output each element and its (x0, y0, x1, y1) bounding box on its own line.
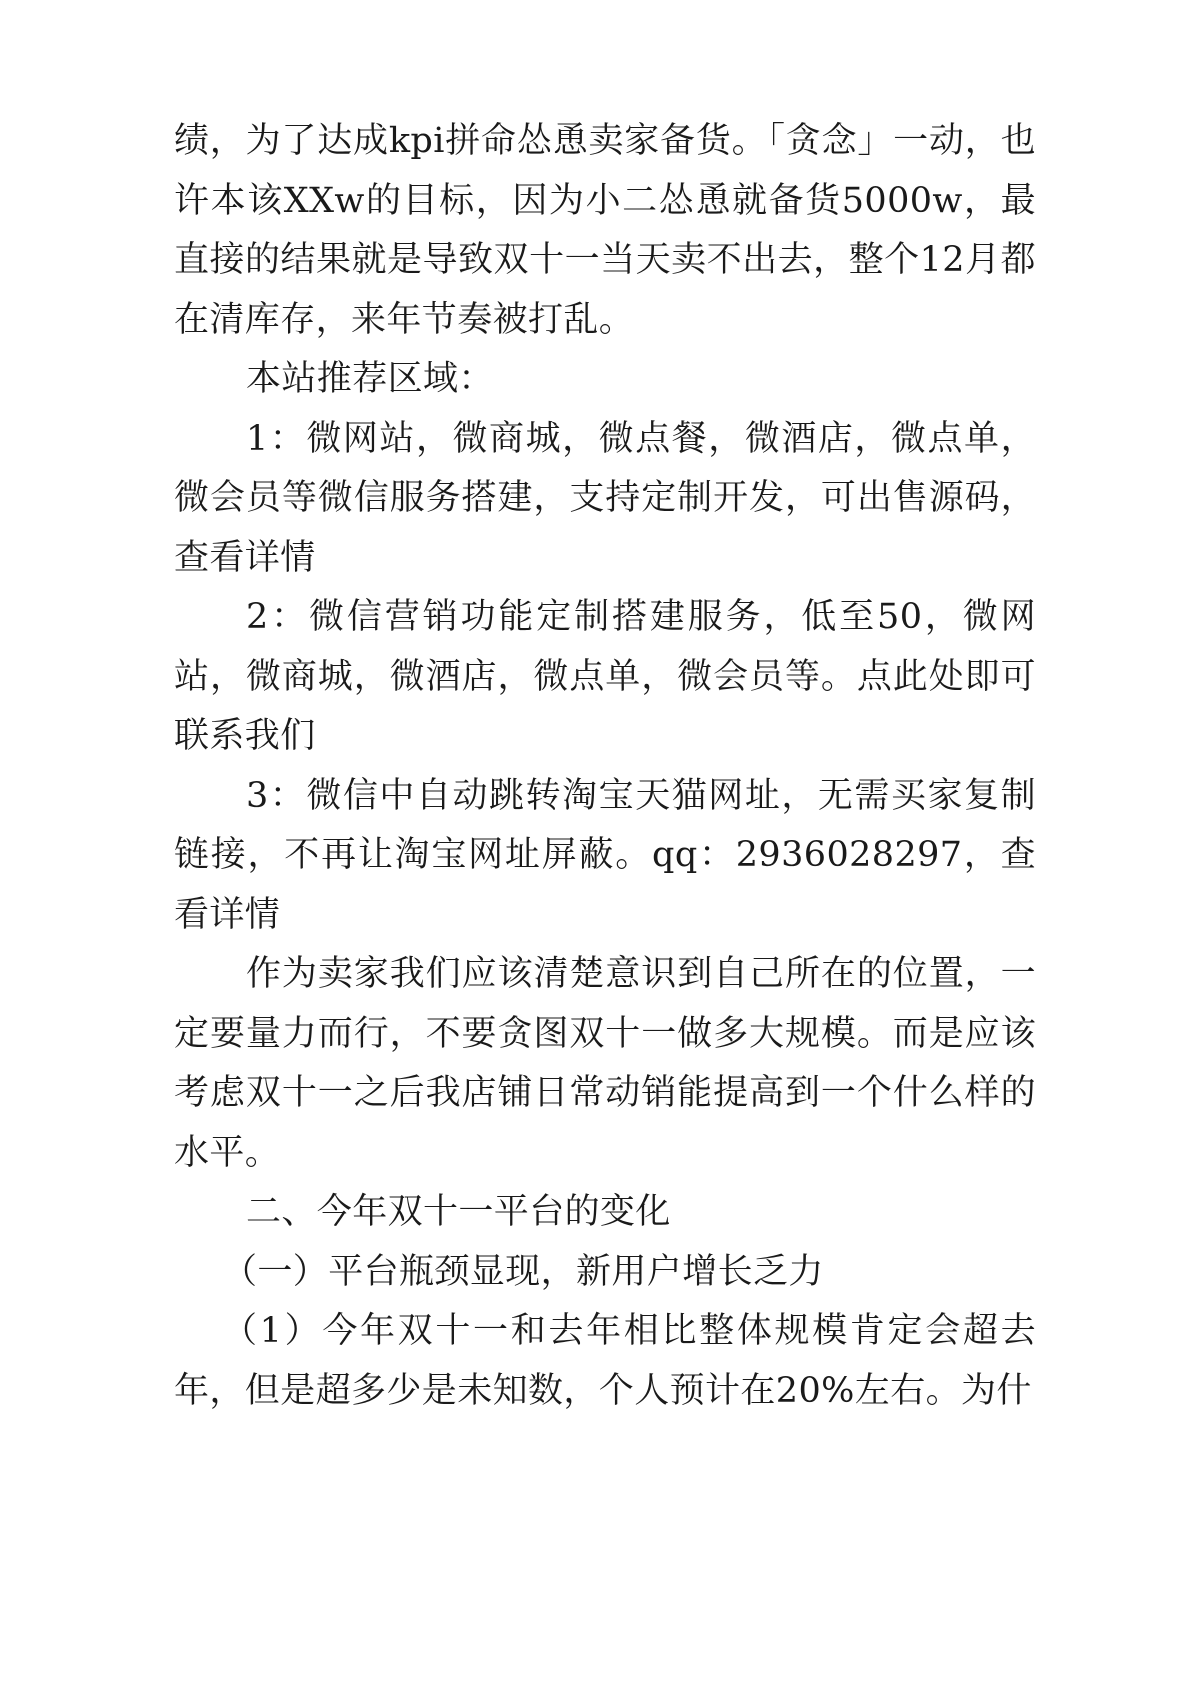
paragraph-point-1: （1）今年双十一和去年相比整体规模肯定会超去年，但是超多少是未知数，个人预计在20%左右。为什 (174, 1311, 1036, 1411)
document-body (174, 112, 1036, 1421)
section-heading-platform-changes: 二、今年双十一平台的变化 (246, 1192, 671, 1232)
paragraph-recommend-item-1: 1：微网站，微商城，微点餐，微酒店，微点单，微会员等微信服务搭建，支持定制开发，可出售源码，查看详情 (174, 418, 1036, 578)
paragraph-recommend-heading: 本站推荐区域： (246, 359, 494, 399)
subsection-heading-bottleneck: （一）平台瓶颈显现，新用户增长乏力 (222, 1251, 824, 1292)
paragraph-seller-advice: 作为卖家我们应该清楚意识到自己所在的位置，一定要量力而行，不要贪图双十一做多大规模。而是应该考虑双十一之后我店铺日常动销能提高到一个什么样的水平。 (174, 954, 1036, 1173)
paragraph-recommend-item-2: 2：微信营销功能定制搭建服务，低至50，微网站，微商城，微酒店，微点单，微会员等。点此处即可联系我们 (174, 597, 1036, 756)
paragraph-continuation: 绩，为了达成kpi拼命怂恿卖家备货。「贪念」一动，也许本该XXw的目标，因为小二怂恿就备货5000w，最直接的结果就是导致双十一当天卖不出去，整个12月都在清库存，来年节奏被打乱。 (174, 121, 1036, 340)
paragraph-recommend-item-3: 3：微信中自动跳转淘宝天猫网址，无需买家复制链接，不再让淘宝网址屏蔽。qq：2936028297，查看详情 (174, 775, 1036, 935)
